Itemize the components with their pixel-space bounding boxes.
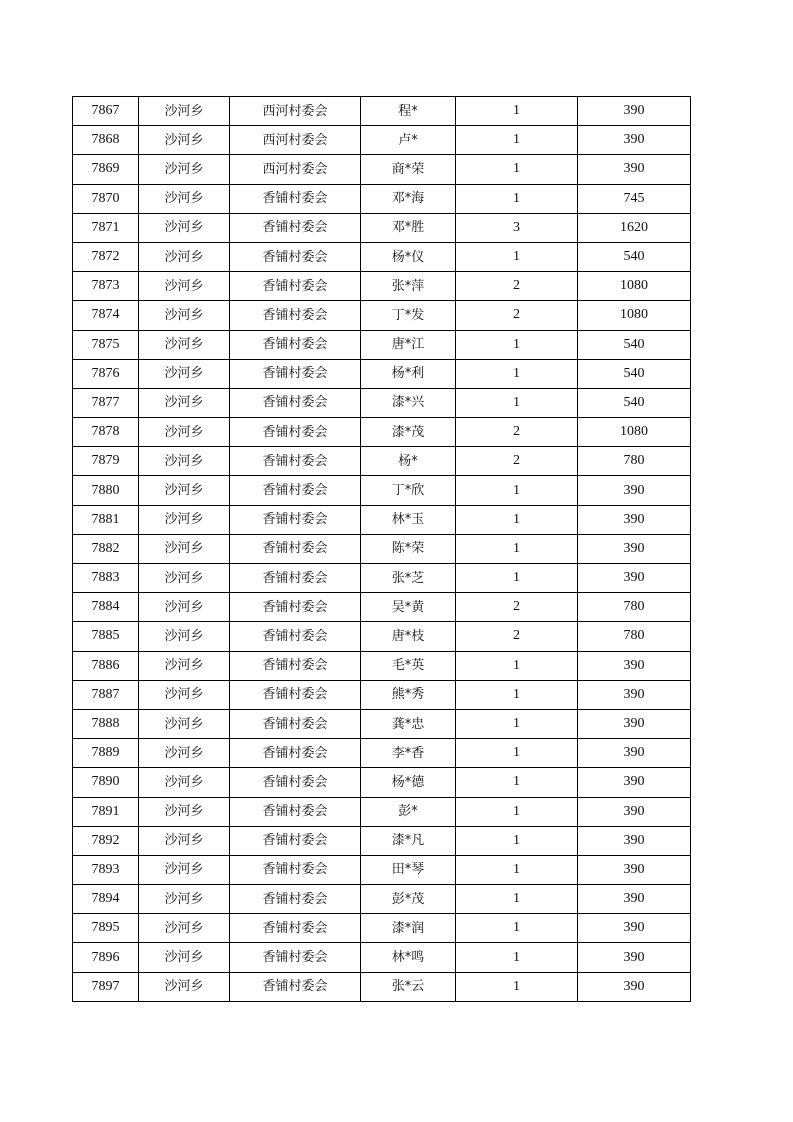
village-committee-cell: 香铺村委会 <box>230 330 361 359</box>
table-row <box>73 564 691 593</box>
row-number-cell: 7876 <box>73 359 139 388</box>
person-count-cell: 1 <box>456 797 578 826</box>
row-number-cell: 7874 <box>73 301 139 330</box>
township-cell: 沙河乡 <box>139 534 230 563</box>
row-number-cell: 7881 <box>73 505 139 534</box>
township-cell: 沙河乡 <box>139 855 230 884</box>
person-name-cell: 邓*胜 <box>361 213 456 242</box>
table-row <box>73 534 691 563</box>
row-number-cell: 7872 <box>73 242 139 271</box>
township-cell: 沙河乡 <box>139 972 230 1001</box>
township-cell: 沙河乡 <box>139 914 230 943</box>
township-cell: 沙河乡 <box>139 593 230 622</box>
table-row <box>73 447 691 476</box>
person-name-cell: 张*芝 <box>361 564 456 593</box>
row-number-cell: 7879 <box>73 447 139 476</box>
village-committee-cell: 香铺村委会 <box>230 885 361 914</box>
amount-cell: 1080 <box>578 272 691 301</box>
township-cell: 沙河乡 <box>139 155 230 184</box>
person-count-cell: 2 <box>456 301 578 330</box>
person-count-cell: 1 <box>456 709 578 738</box>
village-committee-cell: 香铺村委会 <box>230 593 361 622</box>
village-committee-cell: 西河村委会 <box>230 97 361 126</box>
row-number-cell: 7890 <box>73 768 139 797</box>
table-row <box>73 855 691 884</box>
person-count-cell: 1 <box>456 680 578 709</box>
amount-cell: 390 <box>578 739 691 768</box>
township-cell: 沙河乡 <box>139 622 230 651</box>
amount-cell: 390 <box>578 797 691 826</box>
row-number-cell: 7891 <box>73 797 139 826</box>
person-name-cell: 杨*仪 <box>361 242 456 271</box>
amount-cell: 390 <box>578 768 691 797</box>
row-number-cell: 7880 <box>73 476 139 505</box>
row-number-cell: 7873 <box>73 272 139 301</box>
row-number-cell: 7883 <box>73 564 139 593</box>
township-cell: 沙河乡 <box>139 943 230 972</box>
amount-cell: 1620 <box>578 213 691 242</box>
township-cell: 沙河乡 <box>139 797 230 826</box>
person-count-cell: 2 <box>456 272 578 301</box>
amount-cell: 390 <box>578 564 691 593</box>
village-committee-cell: 香铺村委会 <box>230 388 361 417</box>
person-count-cell: 1 <box>456 855 578 884</box>
row-number-cell: 7882 <box>73 534 139 563</box>
village-committee-cell: 香铺村委会 <box>230 768 361 797</box>
person-name-cell: 漆*润 <box>361 914 456 943</box>
amount-cell: 390 <box>578 680 691 709</box>
person-count-cell: 1 <box>456 476 578 505</box>
village-committee-cell: 香铺村委会 <box>230 534 361 563</box>
amount-cell: 390 <box>578 943 691 972</box>
table-row <box>73 622 691 651</box>
row-number-cell: 7886 <box>73 651 139 680</box>
person-count-cell: 2 <box>456 447 578 476</box>
person-count-cell: 1 <box>456 564 578 593</box>
township-cell: 沙河乡 <box>139 476 230 505</box>
person-count-cell: 1 <box>456 330 578 359</box>
table-row <box>73 914 691 943</box>
row-number-cell: 7870 <box>73 184 139 213</box>
row-number-cell: 7894 <box>73 885 139 914</box>
village-committee-cell: 香铺村委会 <box>230 272 361 301</box>
table-row <box>73 826 691 855</box>
person-count-cell: 1 <box>456 826 578 855</box>
subsidy-table-page <box>72 96 690 1002</box>
village-committee-cell: 香铺村委会 <box>230 651 361 680</box>
person-name-cell: 张*云 <box>361 972 456 1001</box>
township-cell: 沙河乡 <box>139 709 230 738</box>
person-name-cell: 杨*利 <box>361 359 456 388</box>
village-committee-cell: 香铺村委会 <box>230 476 361 505</box>
person-name-cell: 商*荣 <box>361 155 456 184</box>
table-row <box>73 943 691 972</box>
row-number-cell: 7896 <box>73 943 139 972</box>
amount-cell: 390 <box>578 826 691 855</box>
township-cell: 沙河乡 <box>139 505 230 534</box>
person-count-cell: 1 <box>456 97 578 126</box>
person-count-cell: 1 <box>456 739 578 768</box>
person-count-cell: 1 <box>456 972 578 1001</box>
person-count-cell: 1 <box>456 359 578 388</box>
person-count-cell: 1 <box>456 768 578 797</box>
person-count-cell: 1 <box>456 126 578 155</box>
township-cell: 沙河乡 <box>139 184 230 213</box>
table-row <box>73 97 691 126</box>
person-count-cell: 1 <box>456 184 578 213</box>
village-committee-cell: 香铺村委会 <box>230 184 361 213</box>
table-row <box>73 418 691 447</box>
amount-cell: 390 <box>578 972 691 1001</box>
row-number-cell: 7878 <box>73 418 139 447</box>
township-cell: 沙河乡 <box>139 126 230 155</box>
person-count-cell: 1 <box>456 534 578 563</box>
table-row <box>73 885 691 914</box>
table-row <box>73 476 691 505</box>
person-name-cell: 林*玉 <box>361 505 456 534</box>
village-committee-cell: 香铺村委会 <box>230 739 361 768</box>
person-count-cell: 1 <box>456 885 578 914</box>
person-name-cell: 彭* <box>361 797 456 826</box>
amount-cell: 390 <box>578 476 691 505</box>
person-count-cell: 2 <box>456 622 578 651</box>
person-count-cell: 2 <box>456 593 578 622</box>
township-cell: 沙河乡 <box>139 768 230 797</box>
person-name-cell: 唐*江 <box>361 330 456 359</box>
township-cell: 沙河乡 <box>139 97 230 126</box>
village-committee-cell: 西河村委会 <box>230 126 361 155</box>
amount-cell: 390 <box>578 855 691 884</box>
amount-cell: 390 <box>578 97 691 126</box>
person-name-cell: 陈*荣 <box>361 534 456 563</box>
table-row <box>73 301 691 330</box>
person-count-cell: 1 <box>456 242 578 271</box>
row-number-cell: 7867 <box>73 97 139 126</box>
person-name-cell: 漆*凡 <box>361 826 456 855</box>
table-row <box>73 359 691 388</box>
row-number-cell: 7871 <box>73 213 139 242</box>
amount-cell: 540 <box>578 359 691 388</box>
village-committee-cell: 香铺村委会 <box>230 943 361 972</box>
village-committee-cell: 香铺村委会 <box>230 359 361 388</box>
row-number-cell: 7889 <box>73 739 139 768</box>
village-committee-cell: 香铺村委会 <box>230 914 361 943</box>
person-name-cell: 漆*茂 <box>361 418 456 447</box>
village-committee-cell: 香铺村委会 <box>230 447 361 476</box>
row-number-cell: 7888 <box>73 709 139 738</box>
amount-cell: 540 <box>578 330 691 359</box>
table-row <box>73 388 691 417</box>
person-name-cell: 卢* <box>361 126 456 155</box>
township-cell: 沙河乡 <box>139 885 230 914</box>
row-number-cell: 7893 <box>73 855 139 884</box>
person-count-cell: 1 <box>456 651 578 680</box>
village-committee-cell: 香铺村委会 <box>230 418 361 447</box>
person-name-cell: 李*香 <box>361 739 456 768</box>
village-committee-cell: 香铺村委会 <box>230 709 361 738</box>
person-name-cell: 邓*海 <box>361 184 456 213</box>
township-cell: 沙河乡 <box>139 330 230 359</box>
person-name-cell: 杨* <box>361 447 456 476</box>
village-committee-cell: 香铺村委会 <box>230 972 361 1001</box>
amount-cell: 390 <box>578 126 691 155</box>
township-cell: 沙河乡 <box>139 242 230 271</box>
row-number-cell: 7895 <box>73 914 139 943</box>
amount-cell: 390 <box>578 534 691 563</box>
amount-cell: 390 <box>578 651 691 680</box>
table-row <box>73 593 691 622</box>
village-committee-cell: 香铺村委会 <box>230 855 361 884</box>
person-count-cell: 1 <box>456 155 578 184</box>
person-name-cell: 林*鸣 <box>361 943 456 972</box>
row-number-cell: 7884 <box>73 593 139 622</box>
village-committee-cell: 西河村委会 <box>230 155 361 184</box>
village-committee-cell: 香铺村委会 <box>230 213 361 242</box>
township-cell: 沙河乡 <box>139 739 230 768</box>
amount-cell: 390 <box>578 709 691 738</box>
township-cell: 沙河乡 <box>139 564 230 593</box>
township-cell: 沙河乡 <box>139 447 230 476</box>
village-committee-cell: 香铺村委会 <box>230 680 361 709</box>
table-row <box>73 242 691 271</box>
person-name-cell: 程* <box>361 97 456 126</box>
amount-cell: 780 <box>578 447 691 476</box>
person-name-cell: 张*萍 <box>361 272 456 301</box>
table-row <box>73 709 691 738</box>
amount-cell: 540 <box>578 388 691 417</box>
township-cell: 沙河乡 <box>139 651 230 680</box>
township-cell: 沙河乡 <box>139 826 230 855</box>
table-row <box>73 330 691 359</box>
table-row <box>73 126 691 155</box>
amount-cell: 780 <box>578 593 691 622</box>
person-name-cell: 漆*兴 <box>361 388 456 417</box>
row-number-cell: 7897 <box>73 972 139 1001</box>
table-row <box>73 797 691 826</box>
township-cell: 沙河乡 <box>139 213 230 242</box>
row-number-cell: 7869 <box>73 155 139 184</box>
amount-cell: 780 <box>578 622 691 651</box>
table-row <box>73 651 691 680</box>
township-cell: 沙河乡 <box>139 359 230 388</box>
row-number-cell: 7875 <box>73 330 139 359</box>
row-number-cell: 7885 <box>73 622 139 651</box>
village-committee-cell: 香铺村委会 <box>230 301 361 330</box>
table-row <box>73 184 691 213</box>
person-name-cell: 田*琴 <box>361 855 456 884</box>
table-body <box>73 97 691 1002</box>
person-count-cell: 1 <box>456 943 578 972</box>
village-committee-cell: 香铺村委会 <box>230 242 361 271</box>
table-row <box>73 505 691 534</box>
person-name-cell: 毛*英 <box>361 651 456 680</box>
person-name-cell: 丁*发 <box>361 301 456 330</box>
township-cell: 沙河乡 <box>139 680 230 709</box>
amount-cell: 390 <box>578 914 691 943</box>
subsidy-table <box>72 96 691 1002</box>
village-committee-cell: 香铺村委会 <box>230 505 361 534</box>
row-number-cell: 7868 <box>73 126 139 155</box>
amount-cell: 745 <box>578 184 691 213</box>
amount-cell: 1080 <box>578 301 691 330</box>
township-cell: 沙河乡 <box>139 418 230 447</box>
person-name-cell: 吴*黄 <box>361 593 456 622</box>
amount-cell: 540 <box>578 242 691 271</box>
person-name-cell: 熊*秀 <box>361 680 456 709</box>
village-committee-cell: 香铺村委会 <box>230 622 361 651</box>
village-committee-cell: 香铺村委会 <box>230 797 361 826</box>
village-committee-cell: 香铺村委会 <box>230 564 361 593</box>
person-name-cell: 杨*德 <box>361 768 456 797</box>
amount-cell: 390 <box>578 885 691 914</box>
village-committee-cell: 香铺村委会 <box>230 826 361 855</box>
person-name-cell: 龚*忠 <box>361 709 456 738</box>
table-row <box>73 768 691 797</box>
table-row <box>73 155 691 184</box>
person-count-cell: 1 <box>456 914 578 943</box>
person-count-cell: 1 <box>456 505 578 534</box>
township-cell: 沙河乡 <box>139 272 230 301</box>
table-row <box>73 739 691 768</box>
person-name-cell: 彭*茂 <box>361 885 456 914</box>
table-row <box>73 213 691 242</box>
person-count-cell: 2 <box>456 418 578 447</box>
person-name-cell: 唐*枝 <box>361 622 456 651</box>
table-row <box>73 680 691 709</box>
amount-cell: 1080 <box>578 418 691 447</box>
row-number-cell: 7877 <box>73 388 139 417</box>
person-count-cell: 3 <box>456 213 578 242</box>
person-count-cell: 1 <box>456 388 578 417</box>
township-cell: 沙河乡 <box>139 388 230 417</box>
table-row <box>73 272 691 301</box>
amount-cell: 390 <box>578 155 691 184</box>
person-name-cell: 丁*欣 <box>361 476 456 505</box>
amount-cell: 390 <box>578 505 691 534</box>
table-row <box>73 972 691 1001</box>
row-number-cell: 7892 <box>73 826 139 855</box>
township-cell: 沙河乡 <box>139 301 230 330</box>
row-number-cell: 7887 <box>73 680 139 709</box>
